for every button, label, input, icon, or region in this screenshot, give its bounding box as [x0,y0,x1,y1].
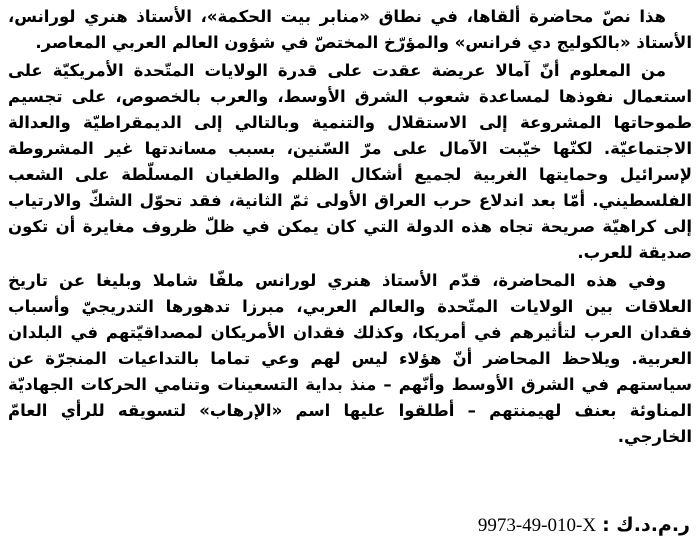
isbn-label: ر.م.د.ك : [602,514,690,536]
paragraph-lecture-summary: وفي هذه المحاضرة، قدّم الأستاذ هنري لورانس ملفّا شاملا وبليغا عن تاريخ العلاقات بين الولايات المتّحدة والعالم العربي، مبرزا تدهورها التدريجيّ وأسباب فقدان العرب لتأثيرهم في أمريكا، وكذلك فقدان الأمريكان لمصداقيّتهم في البلدان العربية. ويلاحظ المحاضر أنّ هؤلاء ليس لهم وعي تماما بالتداعيات المنجرّة عن سياستهم في الشرق الأوسط وأنّهم – منذ بداية التسعينات وتنامي الحركات الجهاديّة المناوئة بعنف لهيمنتهم – أطلقوا عليها اسم «الإرهاب» لتسويقه للرأي العامّ الخارجي. [8,271,692,446]
isbn-number: 9973-49-010-X [477,515,597,536]
isbn-line [478,512,690,539]
paragraph-intro: هذا نصّ محاضرة ألقاها، في نطاق «منابر بيت الحكمة»، الأستاذ هنري لورانس، الأستاذ «بالكوليج دي فرانس» والمؤرّخ المختصّ في شؤون العالم العربي المعاصر. [8,7,692,52]
paragraph-expectations: من المعلوم أنّ آمالا عريضة عقدت على قدرة الولايات المتّحدة الأمريكيّة على استعمال نفوذها لمساعدة شعوب الشرق الأوسط، والعرب بالخصوص، على تجسيم طموحاتها المشروعة إلى الاستقلال والتنمية وبالتالي إلى الديمقراطيّة والعدالة الاجتماعيّة. لكنّها خيّبت الآمال على مرّ السّنين، بسبب مساندتها غير المشروطة لإسرائيل وحمايتها الغربية لجميع أشكال الظلم والطغيان المسلّطة على الشعب الفلسطيني. أمّا بعد اندلاع حرب العراق الأولى ثمّ الثانية، فقد تحوّل الشكّ والارتياب إلى كراهيّة صريحة تجاه هذه الدولة التي كان يمكن في ظلّ ظروف مغايرة أن تكون صديقة للعرب. [8,61,692,262]
